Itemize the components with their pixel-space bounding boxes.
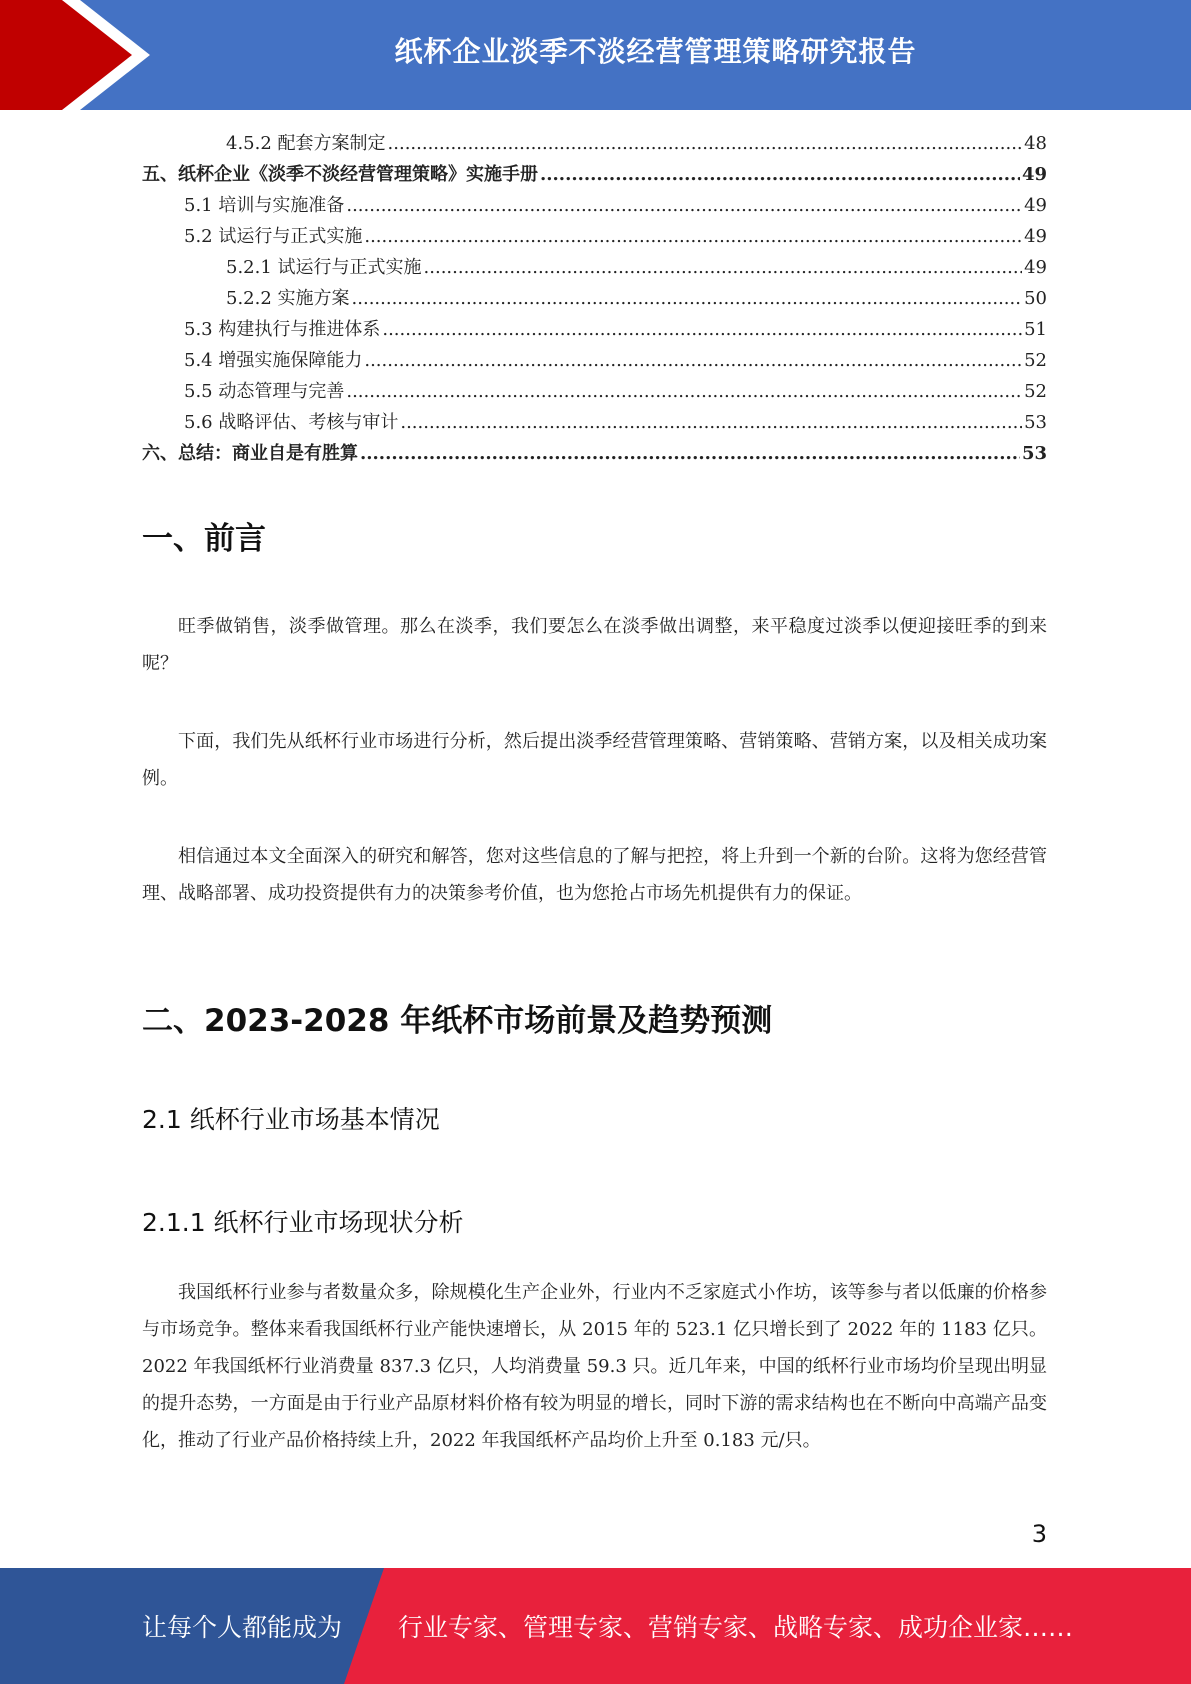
toc-entry-title: 5.3 构建执行与推进体系 [184, 319, 381, 340]
toc-entry-page: 53 [1021, 443, 1047, 464]
toc-leader-dots [346, 190, 1022, 221]
table-of-contents [142, 128, 1047, 469]
toc-leader-dots [388, 128, 1023, 159]
toc-entry-title: 六、总结：商业自是有胜算 [142, 443, 358, 464]
toc-entry-title: 5.5 动态管理与完善 [184, 381, 345, 402]
toc-entry-page: 48 [1024, 133, 1047, 154]
toc-entry[interactable] [142, 283, 1047, 314]
toc-entry[interactable] [142, 128, 1047, 159]
section-heading-market-outlook: 二、2023-2028 年纸杯市场前景及趋势预测 [142, 1003, 773, 1039]
toc-entry[interactable] [142, 221, 1047, 252]
toc-entry[interactable] [142, 190, 1047, 221]
toc-entry-title: 5.4 增强实施保障能力 [184, 350, 363, 371]
toc-entry-page: 49 [1024, 257, 1047, 278]
toc-entry[interactable] [142, 376, 1047, 407]
toc-entry-title: 5.1 培训与实施准备 [184, 195, 345, 216]
toc-leader-dots [360, 438, 1020, 469]
toc-leader-dots [346, 376, 1022, 407]
footer-slogan-right: 行业专家、管理专家、营销专家、战略专家、成功企业家…… [398, 1613, 1074, 1642]
toc-entry-title: 五、纸杯企业《淡季不淡经营管理策略》实施手册 [142, 164, 538, 185]
paragraph: 我国纸杯行业参与者数量众多，除规模化生产企业外，行业内不乏家庭式小作坊，该等参与者以低廉的价格参与市场竞争。整体来看我国纸杯行业产能快速增长，从 2015 年的 523.1 亿只增长到了 2022 年的 1183 亿只。2022 年我国纸杯行业消费量 837.3 亿只，人均消费量 59.3 只。近几年来，中国的纸杯行业市场均价呈现出明显的提升态势，一方面是由于行业产品原材料价格有较为明显的增长，同时下游的需求结构也在不断向中高端产品变化，推动了行业产品价格持续上升，2022 年我国纸杯产品均价上升至 0.183 元/只。 [142, 1282, 1047, 1451]
toc-entry-title: 5.6 战略评估、考核与审计 [184, 412, 399, 433]
toc-leader-dots [540, 159, 1020, 190]
header-banner [0, 0, 1191, 110]
toc-entry-page: 51 [1024, 319, 1047, 340]
subsubsection-heading: 2.1.1 纸杯行业市场现状分析 [142, 1208, 464, 1237]
toc-entry-title: 5.2.2 实施方案 [226, 288, 350, 309]
toc-entry-page: 52 [1024, 350, 1047, 371]
toc-leader-dots [364, 345, 1022, 376]
toc-leader-dots [400, 407, 1022, 438]
toc-entry-title: 5.2 试运行与正式实施 [184, 226, 363, 247]
toc-entry[interactable] [142, 252, 1047, 283]
toc-entry[interactable] [142, 438, 1047, 469]
toc-entry[interactable] [142, 159, 1047, 190]
toc-entry-title: 4.5.2 配套方案制定 [226, 133, 386, 154]
footer-slogan-left: 让每个人都能成为 [142, 1613, 343, 1642]
toc-entry-page: 49 [1024, 226, 1047, 247]
toc-leader-dots [352, 283, 1023, 314]
toc-leader-dots [424, 252, 1023, 283]
footer-banner [0, 1568, 1191, 1684]
toc-entry-title: 5.2.1 试运行与正式实施 [226, 257, 422, 278]
toc-entry-page: 49 [1024, 195, 1047, 216]
toc-entry[interactable] [142, 345, 1047, 376]
paragraph: 下面，我们先从纸杯行业市场进行分析，然后提出淡季经营管理策略、营销策略、营销方案，以及相关成功案例。 [142, 731, 1047, 789]
toc-entry[interactable] [142, 407, 1047, 438]
toc-entry-page: 53 [1024, 412, 1047, 433]
toc-entry-page: 49 [1021, 164, 1047, 185]
toc-leader-dots [382, 314, 1022, 345]
report-title: 纸杯企业淡季不淡经营管理策略研究报告 [394, 35, 917, 68]
subsection-heading: 2.1 纸杯行业市场基本情况 [142, 1105, 440, 1134]
toc-entry-page: 52 [1024, 381, 1047, 402]
page-number: 3 [1031, 1520, 1047, 1548]
toc-leader-dots [364, 221, 1022, 252]
paragraph: 相信通过本文全面深入的研究和解答，您对这些信息的了解与把控，将上升到一个新的台阶。这将为您经营管理、战略部署、成功投资提供有力的决策参考价值，也为您抢占市场先机提供有力的保证。 [142, 846, 1047, 904]
toc-entry[interactable] [142, 314, 1047, 345]
section-heading-preface: 一、前言 [142, 521, 266, 557]
toc-entry-page: 50 [1024, 288, 1047, 309]
paragraph: 旺季做销售，淡季做管理。那么在淡季，我们要怎么在淡季做出调整，来平稳度过淡季以便迎接旺季的到来呢？ [142, 616, 1047, 674]
